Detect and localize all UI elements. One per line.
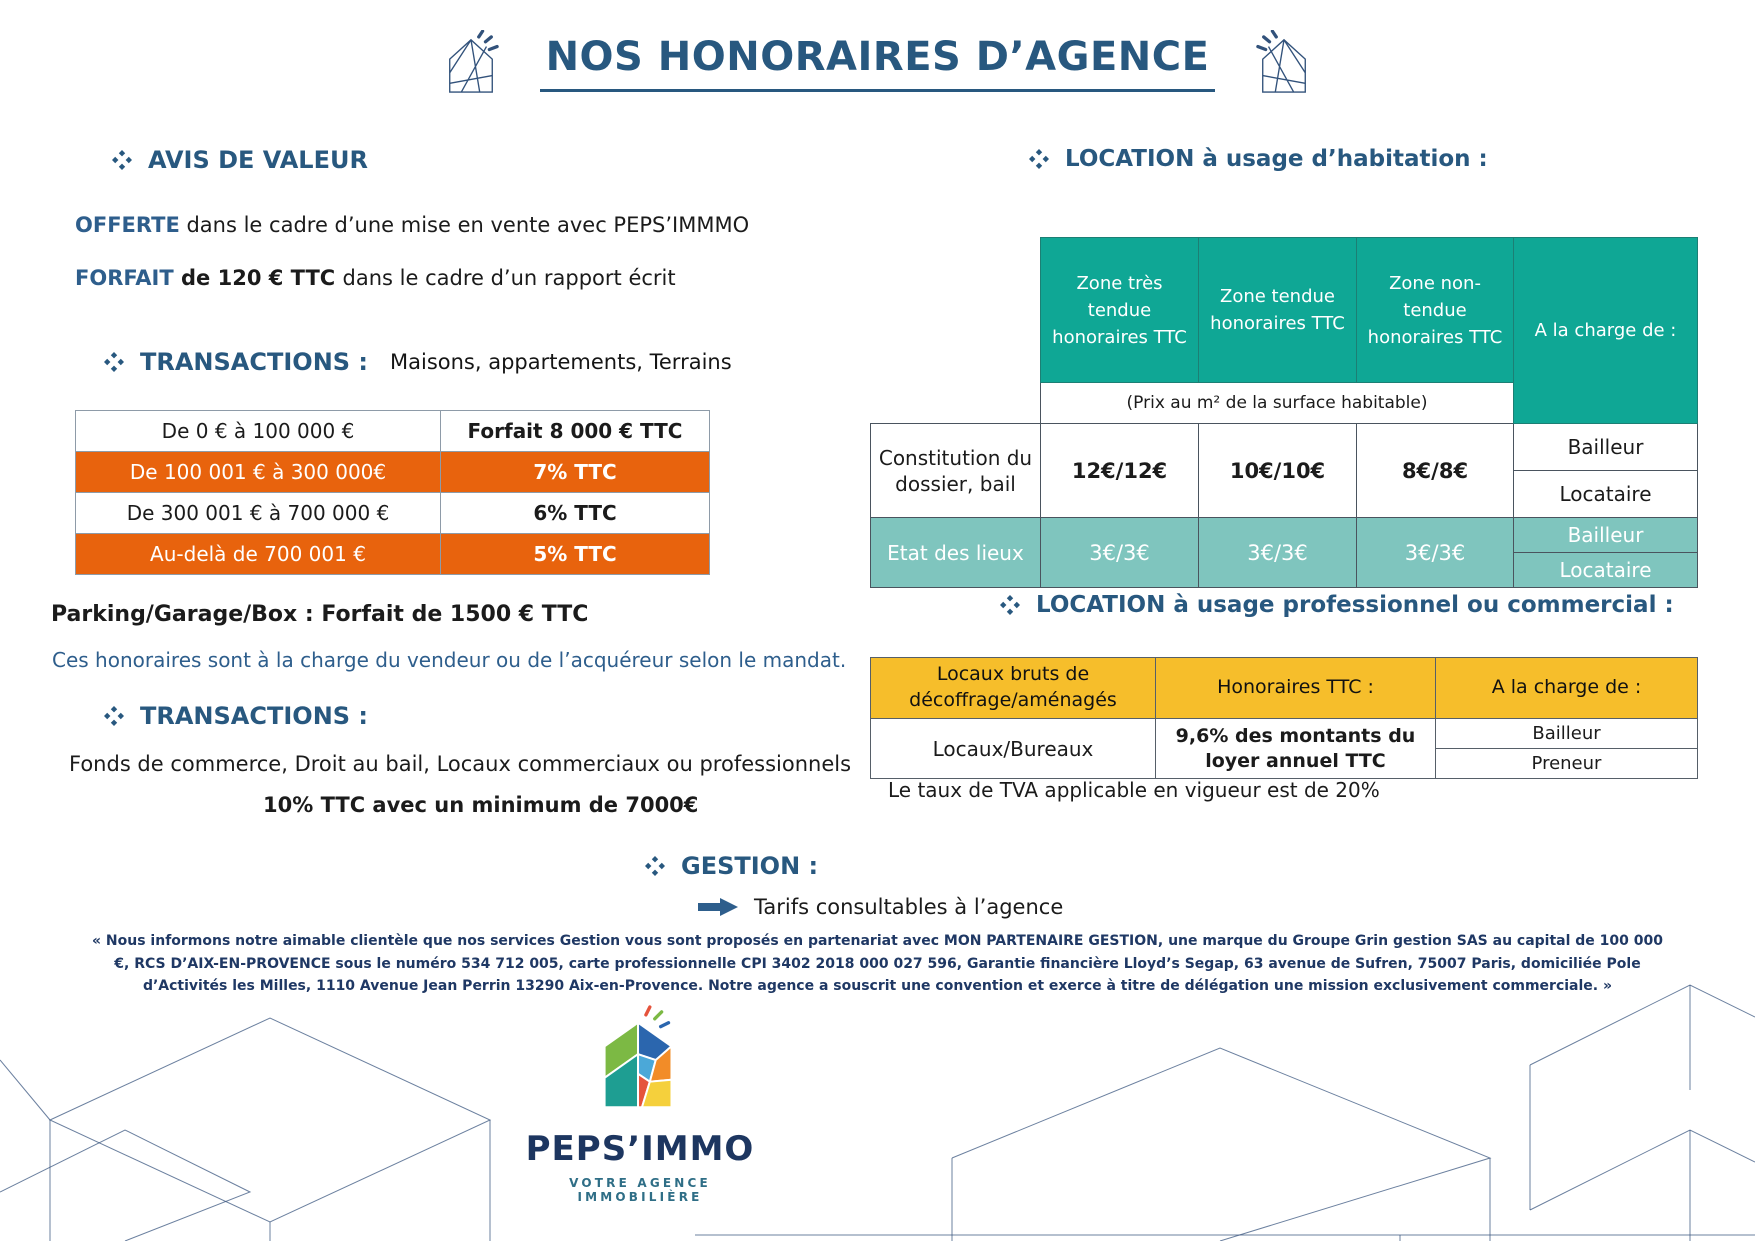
charge-party-cell: Locataire — [1514, 471, 1698, 518]
commerce-scope-line: Fonds de commerce, Droit au bail, Locaux commerciaux ou professionnels — [69, 752, 852, 776]
premises-label-cell: Locaux/Bureaux — [871, 719, 1156, 779]
premises-header-cell: Locaux bruts de décoffrage/aménagés — [871, 658, 1156, 719]
price-range-cell: De 0 € à 100 000 € — [76, 411, 441, 452]
section-title: GESTION : — [681, 852, 819, 880]
fee-value-cell: 3€/3€ — [1199, 518, 1357, 588]
price-basis-note-cell: (Prix au m² de la surface habitable) — [1041, 383, 1514, 424]
fee-value-cell: 9,6% des montants du loyer annuel TTC — [1156, 719, 1436, 779]
document-header — [0, 26, 1755, 102]
table-header-row — [871, 658, 1698, 719]
wireframe-house-icon — [1255, 30, 1313, 102]
legal-disclaimer: « Nous informons notre aimable clientèle que nos services Gestion vous sont proposés en partenariat avec MON PARTENAIRE GESTION, une marque du Groupe Grin gestion SAS au capital de 100 000 €, RCS D’AIX-EN-PROVENCE sous le numéro 534 712 005, carte professionnelle CPI 3402 2018 000 027 596, Garantie financière Lloyd’s Segap, 63 avenue de Sufren, 75007 Paris, domiciliée Pole d’Activités les Milles, 1110 Avenue Jean Perrin 13290 Aix-en-Provence. Notre agence a souscrit une convention et exerce à titre de délégation une mission exclusivement commerciale. » — [92, 933, 1663, 995]
price-range-cell: De 100 001 € à 300 000€ — [76, 452, 441, 493]
offerte-text: dans le cadre d’une mise en vente avec PEPS’IMMMO — [179, 213, 750, 237]
forfait-line — [75, 266, 676, 290]
fee-cell: 5% TTC — [441, 534, 710, 575]
gestion-tariffs-line — [698, 895, 1063, 919]
page-title: NOS HONORAIRES D’AGENCE — [540, 26, 1216, 92]
charge-header-cell: A la charge de : — [1514, 238, 1698, 424]
zone-header-cell: Zone tendue honoraires TTC — [1199, 238, 1357, 383]
service-label-cell: Etat des lieux — [871, 518, 1041, 588]
section-title: TRANSACTIONS : — [140, 702, 369, 730]
fee-cell: 6% TTC — [441, 493, 710, 534]
diamond-bullet-icon — [645, 856, 665, 876]
section-heading-gestion — [645, 852, 818, 880]
forfait-text: dans le cadre d’un rapport écrit — [342, 266, 676, 290]
habitation-rental-fees-table — [870, 237, 1698, 588]
charge-party-cell: Locataire — [1514, 553, 1698, 588]
colored-house-logo-icon — [590, 1005, 690, 1123]
table-row — [76, 534, 710, 575]
zone-header-cell: Zone non-tendue honoraires TTC — [1357, 238, 1514, 383]
section-subtitle: Maisons, appartements, Terrains — [390, 350, 732, 374]
section-heading-avis-de-valeur — [112, 146, 368, 174]
fee-responsibility-note: Ces honoraires sont à la charge du vendeur ou de l’acquéreur selon le mandat. — [52, 648, 847, 672]
section-title: LOCATION à usage professionnel ou commercial : — [1036, 592, 1674, 618]
price-range-cell: De 300 001 € à 700 000 € — [76, 493, 441, 534]
charge-header-cell: A la charge de : — [1436, 658, 1698, 719]
section-heading-location-commerciale — [1000, 592, 1674, 618]
table-header-row — [871, 238, 1698, 383]
table-row — [76, 493, 710, 534]
price-range-cell: Au-delà de 700 001 € — [76, 534, 441, 575]
table-row — [76, 411, 710, 452]
forfait-amount: de 120 € TTC — [173, 266, 343, 290]
wireframe-house-icon — [442, 30, 500, 102]
fee-value-cell: 8€/8€ — [1357, 424, 1514, 518]
commerce-fee-line: 10% TTC avec un minimum de 7000€ — [263, 793, 699, 817]
offerte-keyword: OFFERTE — [75, 213, 180, 237]
table-row — [871, 518, 1698, 553]
fee-value-cell: 3€/3€ — [1357, 518, 1514, 588]
diamond-bullet-icon — [1000, 595, 1020, 615]
diamond-bullet-icon — [1029, 149, 1049, 169]
charge-party-cell: Bailleur — [1514, 424, 1698, 471]
tva-rate-note: Le taux de TVA applicable en vigueur est de 20% — [888, 778, 1380, 802]
offerte-line — [75, 213, 749, 237]
fee-value-cell: 3€/3€ — [1041, 518, 1199, 588]
zone-header-cell: Zone très tendue honoraires TTC — [1041, 238, 1199, 383]
fee-cell: 7% TTC — [441, 452, 710, 493]
table-row — [76, 452, 710, 493]
tariffs-note: Tarifs consultables à l’agence — [754, 895, 1064, 919]
sale-fees-table — [75, 410, 710, 575]
parking-fee-note: Parking/Garage/Box : Forfait de 1500 € TTC — [51, 602, 589, 627]
arrow-right-icon — [698, 896, 738, 918]
table-row — [871, 719, 1698, 749]
commercial-rental-fees-table — [870, 657, 1698, 779]
charge-party-cell: Bailleur — [1514, 518, 1698, 553]
agency-logo — [512, 1005, 768, 1204]
empty-cell — [871, 238, 1041, 424]
diamond-bullet-icon — [112, 150, 132, 170]
table-row — [871, 424, 1698, 471]
fee-value-cell: 10€/10€ — [1199, 424, 1357, 518]
fee-cell: Forfait 8 000 € TTC — [441, 411, 710, 452]
section-heading-location-habitation — [1029, 146, 1488, 172]
brand-name: PEPS’IMMO — [525, 1129, 755, 1169]
section-heading-transactions-commerce — [104, 702, 368, 730]
fee-value-cell: 12€/12€ — [1041, 424, 1199, 518]
section-title: TRANSACTIONS : — [140, 348, 369, 376]
charge-party-cell: Preneur — [1436, 749, 1698, 779]
forfait-keyword: FORFAIT — [75, 266, 174, 290]
charge-party-cell: Bailleur — [1436, 719, 1698, 749]
section-heading-transactions-vente — [104, 348, 732, 376]
section-title: AVIS DE VALEUR — [148, 146, 368, 174]
diamond-bullet-icon — [104, 706, 124, 726]
section-title: LOCATION à usage d’habitation : — [1065, 146, 1488, 172]
service-label-cell: Constitution du dossier, bail — [871, 424, 1041, 518]
fees-header-cell: Honoraires TTC : — [1156, 658, 1436, 719]
brand-tagline: VOTRE AGENCE IMMOBILIÈRE — [569, 1176, 711, 1204]
diamond-bullet-icon — [104, 352, 124, 372]
